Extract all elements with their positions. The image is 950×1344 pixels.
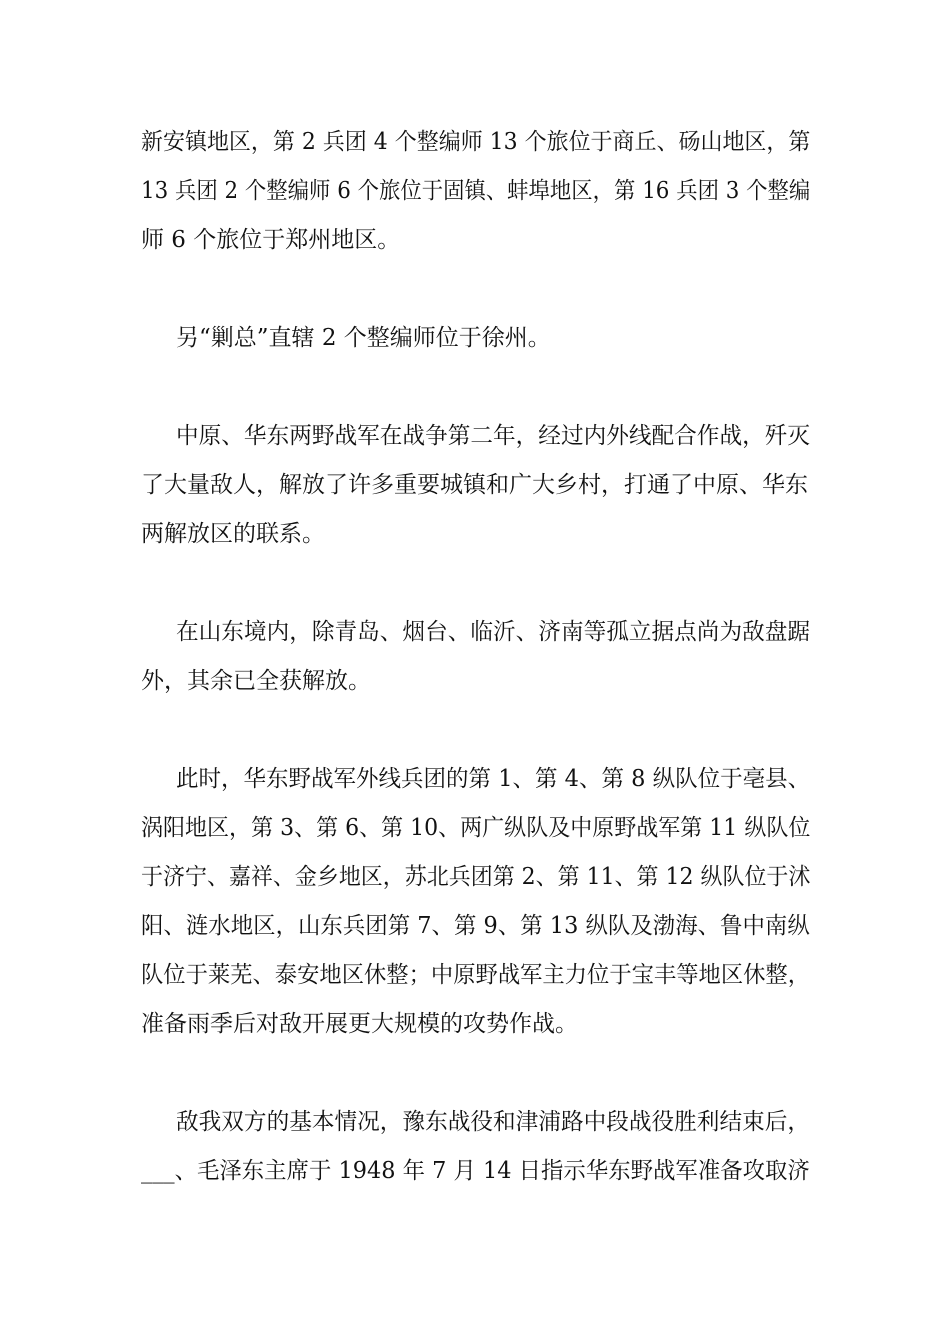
paragraph-3-line-2: 了大量敌人，解放了许多重要城镇和广大乡村，打通了中原、华东 [141,472,808,498]
paragraph-5-line-3: 于济宁、嘉祥、金乡地区，苏北兵团第 2、第 11、第 12 纵队位于沭 [141,864,811,890]
paragraph-5-line-1: 此时，华东野战军外线兵团的第 1、第 4、第 8 纵队位于亳县、 [176,766,811,792]
paragraph-3-line-3: 两解放区的联系。 [141,521,325,547]
paragraph-2-line-1: 另“剿总”直辖 2 个整编师位于徐州。 [176,325,551,351]
paragraph-1-line-2: 13 兵团 2 个整编师 6 个旅位于固镇、蚌埠地区，第 16 兵团 3 个整编 [141,178,811,204]
paragraph-1-line-3: 师 6 个旅位于郑州地区。 [141,227,401,253]
paragraph-5-line-6: 准备雨季后对敌开展更大规模的攻势作战。 [141,1011,578,1037]
paragraph-5-line-2: 涡阳地区，第 3、第 6、第 10、两广纵队及中原野战军第 11 纵队位 [141,815,811,841]
paragraph-4-line-1: 在山东境内，除青岛、烟台、临沂、济南等孤立据点尚为敌盘踞 [176,619,811,645]
paragraph-3-line-1: 中原、华东两野战军在战争第二年，经过内外线配合作战，歼灭 [176,423,811,449]
paragraph-6-line-1: 敌我双方的基本情况，豫东战役和津浦路中段战役胜利结束后， [176,1109,811,1135]
paragraph-6-line-2: ___、毛泽东主席于 1948 年 7 月 14 日指示华东野战军准备攻取济 [141,1158,810,1184]
paragraph-4-line-2: 外，其余已全获解放。 [141,668,371,694]
paragraph-1-line-1: 新安镇地区，第 2 兵团 4 个整编师 13 个旅位于商丘、砀山地区，第 [141,129,811,155]
paragraph-5-line-4: 阳、涟水地区，山东兵团第 7、第 9、第 13 纵队及渤海、鲁中南纵 [141,913,810,939]
paragraph-5-line-5: 队位于莱芜、泰安地区休整；中原野战军主力位于宝丰等地区休整， [141,962,811,988]
